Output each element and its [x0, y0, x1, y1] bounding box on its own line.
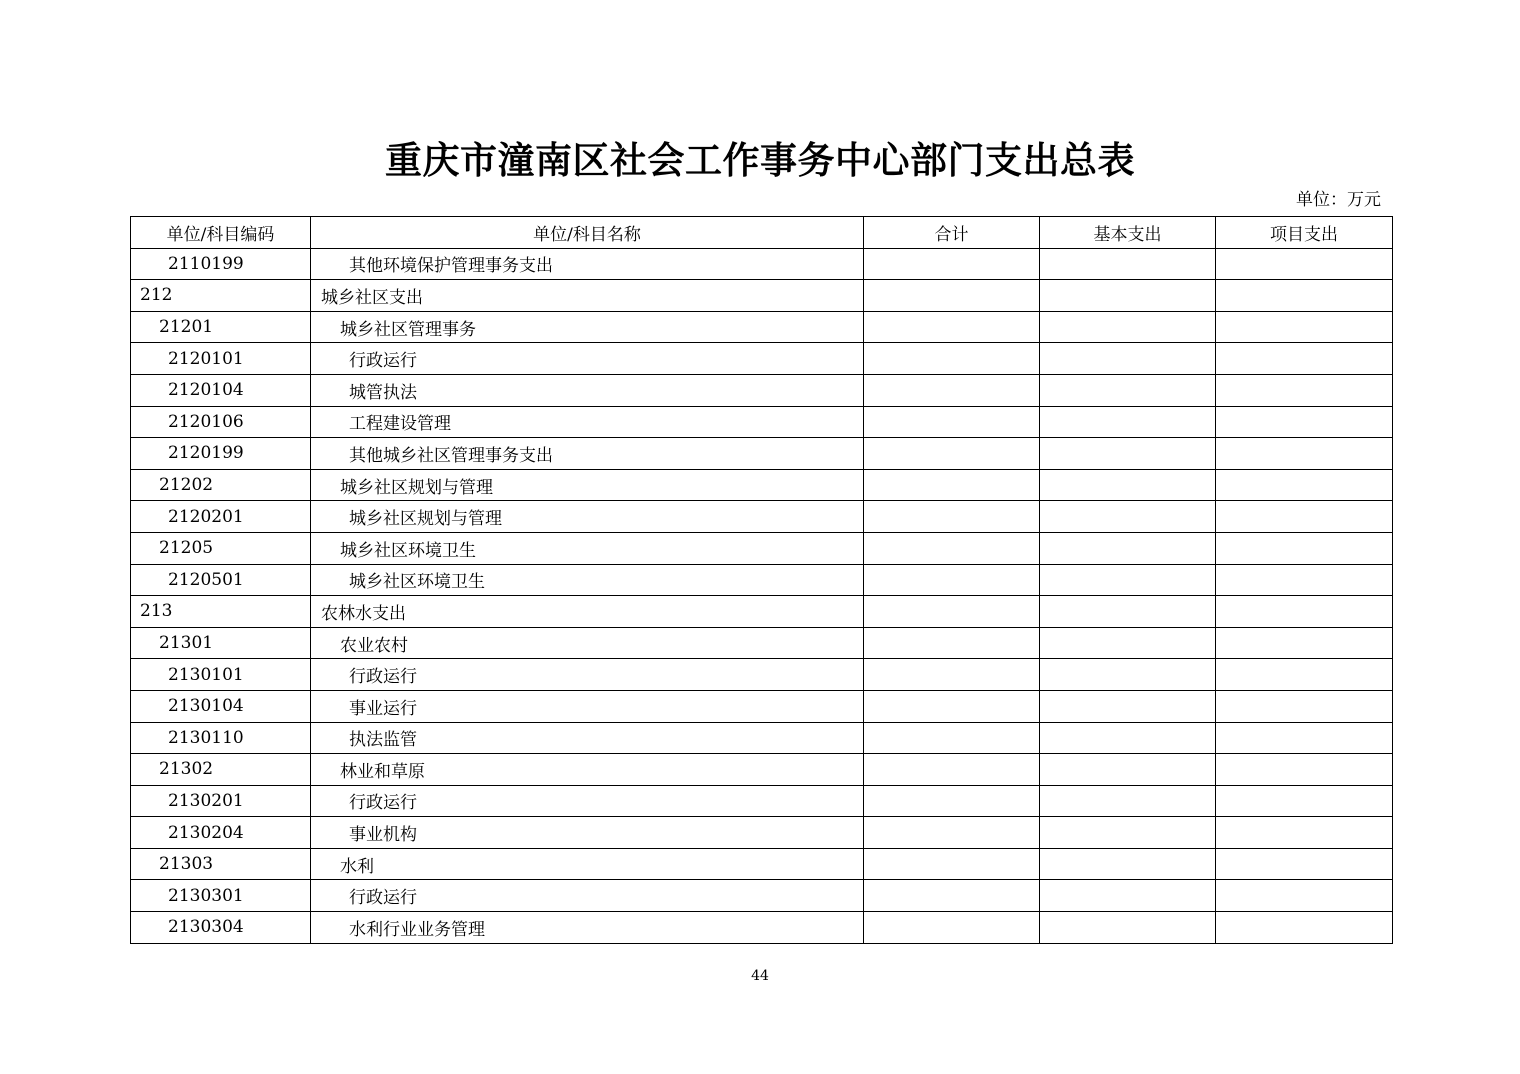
- table-row: [131, 469, 1393, 501]
- row-basic: [1040, 374, 1216, 406]
- row-project: [1216, 532, 1393, 564]
- row-name: 城乡社区支出: [311, 280, 864, 312]
- row-total: [864, 311, 1040, 343]
- table-row: [131, 659, 1393, 691]
- row-project: [1216, 564, 1393, 596]
- row-name: 水利: [311, 848, 864, 880]
- row-project: [1216, 374, 1393, 406]
- row-project: [1216, 438, 1393, 470]
- row-code: 2130204: [131, 817, 311, 849]
- table-row: [131, 785, 1393, 817]
- header-project: 项目支出: [1216, 217, 1393, 249]
- table-row: [131, 880, 1393, 912]
- table-row: [131, 627, 1393, 659]
- row-total: [864, 564, 1040, 596]
- row-name: 行政运行: [311, 343, 864, 375]
- row-basic: [1040, 406, 1216, 438]
- row-name: 农林水支出: [311, 596, 864, 628]
- row-basic: [1040, 438, 1216, 470]
- row-project: [1216, 659, 1393, 691]
- header-total: 合计: [864, 217, 1040, 249]
- row-basic: [1040, 596, 1216, 628]
- row-code: 21205: [131, 532, 311, 564]
- row-project: [1216, 880, 1393, 912]
- row-project: [1216, 785, 1393, 817]
- header-code: 单位/科目编码: [131, 217, 311, 249]
- table-body: [131, 248, 1393, 943]
- row-basic: [1040, 754, 1216, 786]
- page-title: 重庆市潼南区社会工作事务中心部门支出总表: [385, 138, 1135, 182]
- row-code: 21302: [131, 754, 311, 786]
- table-row: [131, 596, 1393, 628]
- row-name: 事业运行: [311, 690, 864, 722]
- row-name: 水利行业业务管理: [311, 912, 864, 944]
- table-row: [131, 912, 1393, 944]
- row-total: [864, 469, 1040, 501]
- row-code: 21301: [131, 627, 311, 659]
- table-row: [131, 438, 1393, 470]
- row-total: [864, 374, 1040, 406]
- table-header-row: [131, 217, 1393, 249]
- row-total: [864, 501, 1040, 533]
- row-total: [864, 596, 1040, 628]
- row-code: 2130301: [131, 880, 311, 912]
- row-total: [864, 280, 1040, 312]
- row-basic: [1040, 343, 1216, 375]
- row-name: 城乡社区规划与管理: [311, 469, 864, 501]
- header-basic: 基本支出: [1040, 217, 1216, 249]
- row-total: [864, 817, 1040, 849]
- row-code: 21201: [131, 311, 311, 343]
- row-basic: [1040, 564, 1216, 596]
- table-row: [131, 690, 1393, 722]
- row-project: [1216, 817, 1393, 849]
- table-row: [131, 848, 1393, 880]
- row-basic: [1040, 311, 1216, 343]
- row-name: 城乡社区管理事务: [311, 311, 864, 343]
- row-basic: [1040, 280, 1216, 312]
- row-code: 21303: [131, 848, 311, 880]
- row-basic: [1040, 880, 1216, 912]
- row-name: 行政运行: [311, 880, 864, 912]
- row-name: 城乡社区规划与管理: [311, 501, 864, 533]
- row-code: 2110199: [131, 248, 311, 280]
- row-basic: [1040, 722, 1216, 754]
- row-name: 其他环境保护管理事务支出: [311, 248, 864, 280]
- row-total: [864, 343, 1040, 375]
- row-name: 城乡社区环境卫生: [311, 564, 864, 596]
- row-name: 工程建设管理: [311, 406, 864, 438]
- row-total: [864, 912, 1040, 944]
- row-basic: [1040, 469, 1216, 501]
- row-code: 2120501: [131, 564, 311, 596]
- row-basic: [1040, 248, 1216, 280]
- row-code: 21202: [131, 469, 311, 501]
- row-project: [1216, 343, 1393, 375]
- row-project: [1216, 848, 1393, 880]
- row-project: [1216, 627, 1393, 659]
- table-row: [131, 817, 1393, 849]
- row-total: [864, 532, 1040, 564]
- row-project: [1216, 501, 1393, 533]
- header-name: 单位/科目名称: [311, 217, 864, 249]
- row-name: 行政运行: [311, 785, 864, 817]
- row-name: 城管执法: [311, 374, 864, 406]
- table-row: [131, 501, 1393, 533]
- row-code: 2130304: [131, 912, 311, 944]
- table-row: [131, 406, 1393, 438]
- row-total: [864, 785, 1040, 817]
- row-project: [1216, 690, 1393, 722]
- row-total: [864, 848, 1040, 880]
- row-basic: [1040, 627, 1216, 659]
- table-row: [131, 564, 1393, 596]
- row-project: [1216, 596, 1393, 628]
- row-name: 城乡社区环境卫生: [311, 532, 864, 564]
- row-name: 行政运行: [311, 659, 864, 691]
- table-row: [131, 343, 1393, 375]
- row-total: [864, 406, 1040, 438]
- row-basic: [1040, 532, 1216, 564]
- table-row: [131, 754, 1393, 786]
- table-row: [131, 280, 1393, 312]
- row-project: [1216, 311, 1393, 343]
- row-total: [864, 880, 1040, 912]
- row-project: [1216, 754, 1393, 786]
- row-code: 2130201: [131, 785, 311, 817]
- row-project: [1216, 406, 1393, 438]
- row-total: [864, 438, 1040, 470]
- row-code: 2120106: [131, 406, 311, 438]
- row-code: 212: [131, 280, 311, 312]
- table-row: [131, 248, 1393, 280]
- unit-label: 单位：万元: [1296, 190, 1381, 210]
- row-code: 2120104: [131, 374, 311, 406]
- expense-table: [130, 216, 1393, 944]
- row-basic: [1040, 501, 1216, 533]
- row-basic: [1040, 912, 1216, 944]
- row-basic: [1040, 659, 1216, 691]
- table-row: [131, 311, 1393, 343]
- page-number: 44: [751, 968, 769, 984]
- row-code: 2120101: [131, 343, 311, 375]
- row-total: [864, 659, 1040, 691]
- table-row: [131, 722, 1393, 754]
- row-project: [1216, 280, 1393, 312]
- row-name: 其他城乡社区管理事务支出: [311, 438, 864, 470]
- row-code: 2120201: [131, 501, 311, 533]
- row-code: 2120199: [131, 438, 311, 470]
- row-name: 林业和草原: [311, 754, 864, 786]
- row-code: 2130104: [131, 690, 311, 722]
- row-basic: [1040, 690, 1216, 722]
- row-code: 2130101: [131, 659, 311, 691]
- row-project: [1216, 469, 1393, 501]
- row-code: 2130110: [131, 722, 311, 754]
- row-name: 执法监管: [311, 722, 864, 754]
- row-name: 事业机构: [311, 817, 864, 849]
- row-code: 213: [131, 596, 311, 628]
- row-basic: [1040, 785, 1216, 817]
- row-name: 农业农村: [311, 627, 864, 659]
- row-project: [1216, 248, 1393, 280]
- row-total: [864, 627, 1040, 659]
- row-total: [864, 722, 1040, 754]
- row-total: [864, 248, 1040, 280]
- row-project: [1216, 722, 1393, 754]
- row-total: [864, 690, 1040, 722]
- table-row: [131, 374, 1393, 406]
- row-project: [1216, 912, 1393, 944]
- table-row: [131, 532, 1393, 564]
- row-total: [864, 754, 1040, 786]
- row-basic: [1040, 817, 1216, 849]
- row-basic: [1040, 848, 1216, 880]
